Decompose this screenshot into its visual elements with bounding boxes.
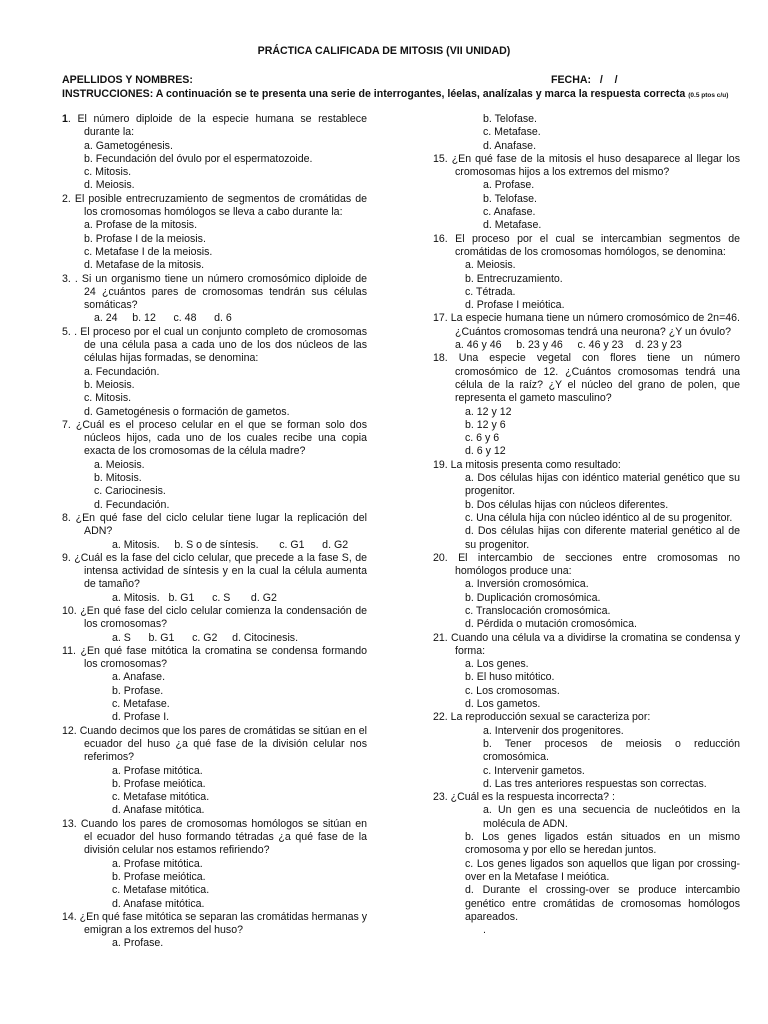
option-c[interactable]: c. Mitosis. [84, 166, 132, 179]
option-d[interactable]: d. Profase I meiótica. [465, 299, 565, 312]
option-b[interactable]: b. Profase meiótica. [112, 777, 206, 790]
question-16 [433, 233, 740, 313]
question-22 [433, 711, 743, 791]
question-17 [433, 312, 740, 352]
question-stem: 21. Cuando una célula va a dividirse la cromatina se condensa y forma: [433, 631, 740, 657]
question-stem: 14. ¿En qué fase mitótica se separan las cromátidas hermanas y emigran a los extremos del huso? [62, 910, 368, 937]
option-c[interactable]: c. Mitosis. [84, 392, 132, 405]
question-stem: 20. El intercambio de secciones entre cromosomas no homólogos produce una: [433, 551, 740, 578]
question-stem: 16. El proceso por el cual se intercambian segmentos de cromátidas de los cromosomas homólogos, se denomina: [433, 232, 740, 258]
option-a[interactable]: a. Anafase. [112, 671, 166, 684]
question-14 [62, 911, 367, 951]
question-stem: 8. ¿En qué fase del ciclo celular tiene lugar la replicación del ADN? [62, 511, 367, 538]
option-d[interactable]: d. Pérdida o mutación cromosómica. [465, 618, 637, 631]
question-9 [62, 552, 367, 605]
options-row[interactable]: a. 24 b. 12 c. 48 d. 6 [94, 312, 232, 325]
option-c[interactable]: c. Los cromosomas. [465, 684, 560, 697]
option-a[interactable]: a. Intervenir dos progenitores. [483, 724, 624, 737]
option-a[interactable]: a. Profase. [112, 937, 164, 950]
question-stem: 11. ¿En qué fase mitótica la cromatina se condensa formando los cromosomas? [62, 644, 367, 671]
option-d[interactable]: d. Fecundación. [94, 498, 170, 511]
question-23 [433, 791, 740, 937]
question-18 [433, 352, 740, 458]
question-stem: 22. La reproducción sexual se caracteriza por: [433, 711, 651, 724]
question-2 [62, 193, 367, 273]
right-column [433, 113, 743, 937]
question-3 [62, 273, 367, 326]
options-row[interactable]: a. Mitosis. b. S o de síntesis. c. G1 d. G2 [112, 538, 349, 551]
question-stem: 23. ¿Cuál es la respuesta incorrecta? : [433, 791, 615, 804]
option-c[interactable]: c. Una célula hija con núcleo idéntico al de su progenitor. [465, 511, 733, 524]
question-stem: 7. ¿Cuál es el proceso celular en el que se forman solo dos núcleos hijos, cada uno de los cuales recibe una copia exacta de los cromosomas de la célula madre? [62, 418, 367, 458]
question-stem: 18. Una especie vegetal con flores tiene un número cromosómico de 12. ¿Cuántos cromosomas tendrá una célula de la raíz? ¿Y el núcleo del grano de polen, que representa el gameto masculino? [433, 352, 740, 405]
question-21 [433, 632, 740, 712]
trailing-mark: . [483, 924, 486, 937]
option-b[interactable]: b. Telofase. [483, 192, 537, 205]
option-c[interactable]: c. Metafase. [483, 126, 541, 139]
option-b[interactable]: b. Tener procesos de meiosis o reducción cromosómica. [483, 737, 743, 764]
question-stem: 2. El posible entrecruzamiento de segmentos de cromátidas de los cromosomas homólogos se lleva a cabo durante la: [62, 192, 367, 219]
option-b[interactable]: b. Fecundación del óvulo por el espermatozoide. [84, 152, 313, 165]
option-d[interactable]: d. Metafase de la mitosis. [84, 259, 205, 272]
question-stem: 13. Cuando los pares de cromosomas homólogos se sitúan en el ecuador del huso formando tétradas ¿a qué fase de la división celular nos estamos refiriendo? [62, 817, 367, 857]
name-label: APELLIDOS Y NOMBRES: [62, 74, 193, 86]
question-19 [433, 459, 740, 552]
question-15 [433, 153, 740, 233]
option-c[interactable]: c. Metafase I de la meiosis. [84, 245, 213, 258]
option-d[interactable]: d. Profase I. [112, 711, 170, 724]
option-a[interactable]: a. Un gen es una secuencia de nucleótidos en la molécula de ADN. [483, 804, 740, 830]
option-b[interactable]: b. Meiosis. [84, 378, 135, 391]
option-d[interactable]: d. Meiosis. [84, 179, 135, 192]
question-stem: 19. La mitosis presenta como resultado: [433, 458, 621, 471]
option-c[interactable]: c. Anafase. [483, 206, 536, 219]
option-d[interactable]: d. Las tres anteriores respuestas son correctas. [483, 777, 707, 790]
options-row[interactable]: a. S b. G1 c. G2 d. Citocinesis. [112, 631, 299, 644]
option-c[interactable]: c. Translocación cromosómica. [465, 604, 611, 617]
question-stem: 5. . El proceso por el cual un conjunto completo de cromosomas de una célula pasa a cada uno de los dos núcleos de las células hijas formadas, se denomina: [62, 325, 367, 365]
option-c[interactable]: c. Tétrada. [465, 285, 516, 298]
question-1 [62, 113, 367, 193]
question-stem: 15. ¿En qué fase de la mitosis el huso desaparece al llegar los cromosomas hijos a los extremos del mismo? [433, 152, 740, 179]
question-stem: 17. La especie humana tiene un número cromosómico de 2n=46. ¿Cuántos cromosomas tendrá una neurona? ¿Y un óvulo? [433, 312, 740, 338]
question-8 [62, 512, 367, 552]
question-20 [433, 552, 740, 632]
option-c[interactable]: c. Metafase mitótica. [112, 884, 210, 897]
option-a[interactable]: a. Inversión cromosómica. [465, 578, 589, 591]
option-a[interactable]: a. Meiosis. [465, 259, 516, 272]
option-a[interactable]: a. 12 y 12 [465, 405, 512, 418]
option-a[interactable]: a. Profase mitótica. [112, 857, 203, 870]
option-b[interactable]: b. Mitosis. [94, 472, 142, 485]
option-d[interactable]: d. Metafase. [483, 219, 542, 232]
option-a[interactable]: a. Fecundación. [84, 365, 160, 378]
option-c[interactable]: c. 6 y 6 [465, 432, 500, 445]
option-a[interactable]: a. Los genes. [465, 658, 529, 671]
option-a[interactable]: a. Dos células hijas con idéntico material genético que su progenitor. [465, 472, 740, 498]
option-a[interactable]: a. Profase mitótica. [112, 764, 203, 777]
exam-header [62, 74, 742, 102]
question-stem: 3. . Si un organismo tiene un número cromosómico diploide de 24 ¿cuántos pares de cromosomas tendrán sus células somáticas? [62, 272, 367, 312]
option-d[interactable]: d. 6 y 12 [465, 445, 506, 458]
option-b[interactable]: b. Entrecruzamiento. [465, 272, 563, 285]
option-d[interactable]: d. Dos células hijas con diferente material genético al de su progenitor. [465, 525, 740, 551]
option-d[interactable]: d. Gametogénesis o formación de gametos. [84, 405, 290, 418]
option-a[interactable]: a. Meiosis. [94, 458, 145, 471]
option-d[interactable]: d. Anafase. [483, 139, 537, 152]
question-5 [62, 326, 367, 419]
option-b[interactable]: b. Los genes ligados están situados en un mismo cromosoma y por ello se heredan juntos. [465, 831, 740, 857]
instructions: INSTRUCCIONES: A continuación se te presenta una serie de interrogantes, léelas, analízalas y marca la respuesta correcta [62, 88, 686, 100]
option-b[interactable]: b. Profase I de la meiosis. [84, 232, 206, 245]
question-stem: 12. Cuando decimos que los pares de cromátidas se sitúan en el ecuador del huso ¿a qué fase de la división celular nos referimos? [62, 724, 367, 764]
option-b[interactable]: b. Duplicación cromosómica. [465, 591, 601, 604]
points-note: (0.5 ptos c/u) [688, 92, 729, 99]
option-c[interactable]: c. Cariocinesis. [94, 485, 166, 498]
left-column [62, 113, 367, 951]
option-b[interactable]: b. Telofase. [483, 113, 537, 125]
option-c[interactable]: c. Metafase mitótica. [112, 791, 210, 804]
options-row[interactable]: a. Mitosis. b. G1 c. S d. G2 [112, 591, 277, 604]
question-stem: 10. ¿En qué fase del ciclo celular comienza la condensación de los cromosomas? [62, 604, 367, 631]
option-a[interactable]: a. Profase. [483, 179, 535, 192]
page-title: PRÁCTICA CALIFICADA DE MITOSIS (VII UNIDAD) [257, 45, 511, 57]
option-b[interactable]: b. Dos células hijas con núcleos diferentes. [465, 498, 669, 511]
option-c[interactable]: c. Intervenir gametos. [483, 764, 585, 777]
option-d[interactable]: d. Los gametos. [465, 698, 541, 711]
options-row[interactable]: a. 46 y 46 b. 23 y 46 c. 46 y 23 d. 23 y 23 [455, 339, 682, 352]
question-number: 1 [62, 113, 68, 125]
option-b[interactable]: b. 12 y 6 [465, 418, 506, 431]
question-stem: . El número diploide de la especie humana se restablece durante la: [67, 113, 367, 139]
option-d[interactable]: d. Durante el crossing-over se produce intercambio genético entre cromátidas de cromosomas homólogos apareados. [465, 884, 740, 923]
option-b[interactable]: b. Profase. [112, 684, 164, 697]
question-stem: 9. ¿Cuál es la fase del ciclo celular, que precede a la fase S, de intensa actividad de síntesis y en la cual la célula aumenta de tamaño? [62, 551, 367, 591]
option-a[interactable]: a. Profase de la mitosis. [84, 219, 198, 232]
option-c[interactable]: c. Los genes ligados son aquellos que ligan por crossing-over en la Metafase I meiótica. [465, 857, 740, 883]
question-12 [62, 725, 367, 818]
option-b[interactable]: b. El huso mitótico. [465, 671, 555, 684]
question-13 [62, 818, 367, 911]
option-b[interactable]: b. Profase meiótica. [112, 870, 206, 883]
question-11 [62, 645, 367, 725]
question-10 [62, 605, 367, 645]
question-7 [62, 419, 367, 512]
option-d[interactable]: d. Anafase mitótica. [112, 897, 205, 910]
option-a[interactable]: a. Gametogénesis. [84, 139, 173, 152]
option-c[interactable]: c. Metafase. [112, 698, 170, 711]
option-d[interactable]: d. Anafase mitótica. [112, 804, 205, 817]
question-14-continued [433, 113, 740, 153]
date-label: FECHA: / / [551, 74, 618, 86]
